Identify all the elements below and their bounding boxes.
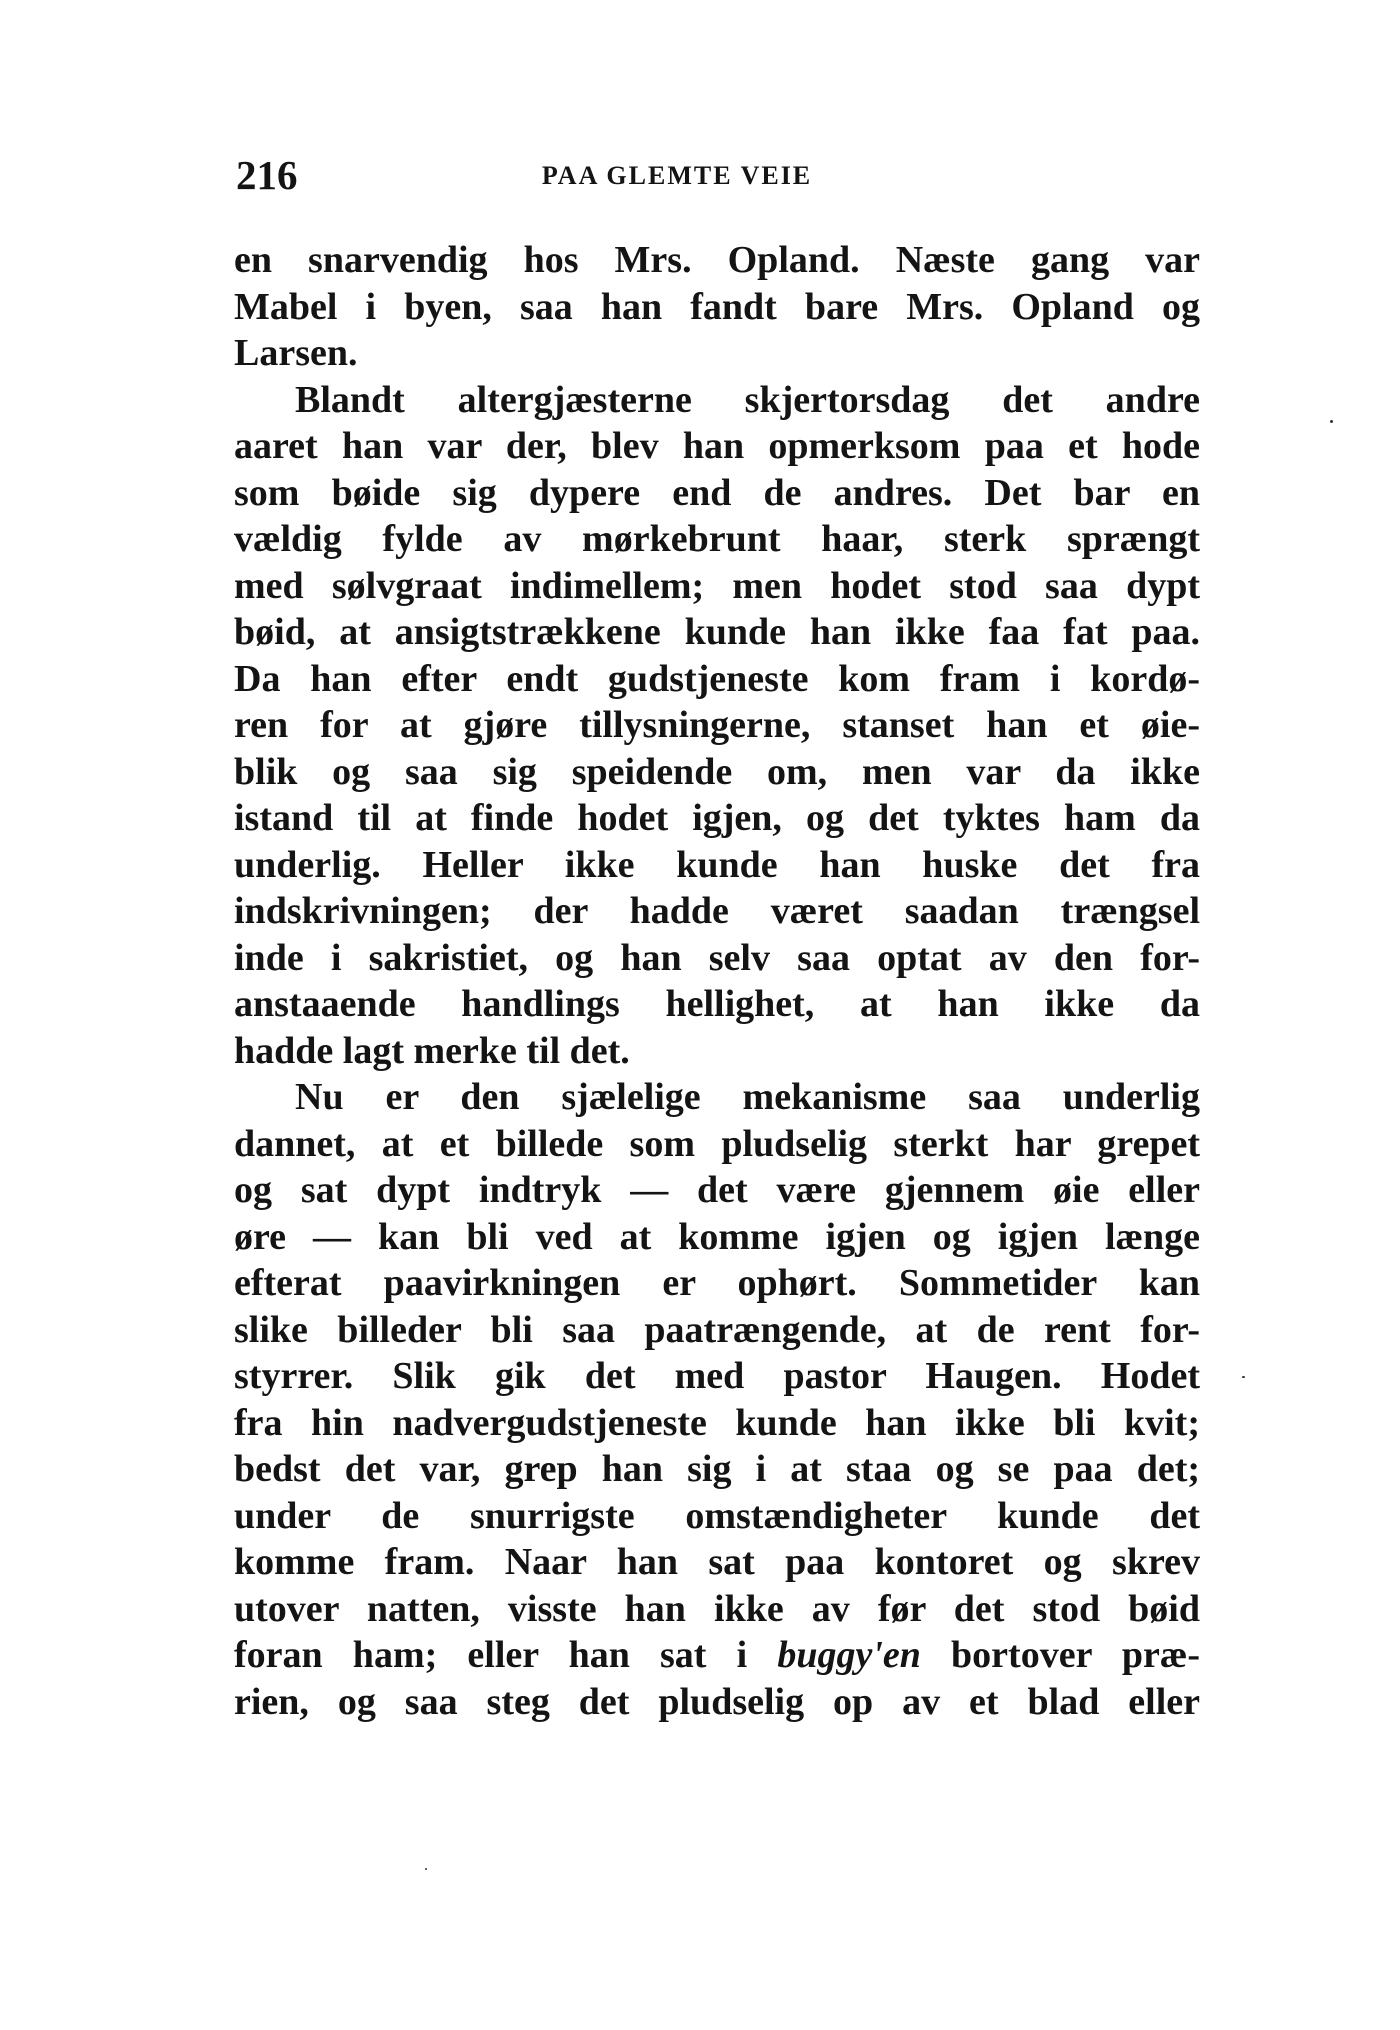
scan-speck (425, 1868, 427, 1870)
text-line: indskrivningen; der hadde været saadan trængsel (234, 890, 1200, 932)
text-line: ren for at gjøre tillysningerne, stanset han et øie- (234, 704, 1200, 746)
page-header (236, 150, 1194, 200)
text-line: en snarvendig hos Mrs. Opland. Næste gang var (234, 239, 1200, 281)
text-line: utover natten, visste han ikke av før det stod bøid (234, 1587, 1200, 1630)
text-line: slike billeder bli saa paatrængende, at de rent for- (234, 1308, 1200, 1351)
text-line: Da han efter endt gudstjeneste kom fram i kordø- (234, 657, 1200, 700)
text-segment: foran ham; eller han sat i (234, 1634, 748, 1676)
text-line: komme fram. Naar han sat paa kontoret og skrev (234, 1541, 1200, 1583)
text-line: inde i sakristiet, og han selv saa optat av den for- (234, 936, 1200, 979)
text-line: med sølvgraat indimellem; men hodet stod saa dypt (234, 564, 1200, 607)
page-number: 216 (236, 152, 298, 198)
text-line: Larsen. (234, 332, 358, 374)
italic-word: buggy'en (777, 1634, 921, 1676)
text-line: fra hin nadvergudstjeneste kunde han ikke bli kvit; (234, 1401, 1200, 1444)
text-line (234, 1632, 1200, 1679)
scan-speck (1242, 1376, 1245, 1378)
text-line: bøid, at ansigtstrækkene kunde han ikke faa fat paa. (234, 611, 1200, 653)
text-line: Nu er den sjælelige mekanisme saa underlig (295, 1076, 1200, 1118)
text-line: styrrer. Slik gik det med pastor Haugen. Hodet (234, 1355, 1200, 1397)
text-line: bedst det var, grep han sig i at staa og se paa det; (234, 1448, 1200, 1490)
text-line: under de snurrigste omstændigheter kunde det (234, 1494, 1200, 1537)
text-line: rien, og saa steg det pludselig op av et blad eller (234, 1680, 1200, 1723)
text-line: Blandt altergjæsterne skjertorsdag det andre (295, 378, 1200, 421)
text-line: anstaaende handlings hellighet, at han ikke da (234, 983, 1200, 1025)
text-line: og sat dypt indtryk — det være gjennem øie eller (234, 1169, 1200, 1211)
text-line: dannet, at et billede som pludselig sterkt har grepet (234, 1122, 1200, 1165)
text-line: som bøide sig dypere end de andres. Det bar en (234, 471, 1200, 514)
text-line: hadde lagt merke til det. (234, 1029, 630, 1072)
text-segment: bortover præ- (951, 1634, 1200, 1676)
text-line: vældig fylde av mørkebrunt haar, sterk sprængt (234, 518, 1200, 560)
text-body (234, 237, 1200, 1725)
text-line: istand til at finde hodet igjen, og det tyktes ham da (234, 797, 1200, 839)
text-line: Mabel i byen, saa han fandt bare Mrs. Opland og (234, 285, 1200, 328)
text-line: aaret han var der, blev han opmerksom paa et hode (234, 425, 1200, 467)
text-line: øre — kan bli ved at komme igjen og igjen længe (234, 1215, 1200, 1258)
text-line: efterat paavirkningen er ophørt. Sommetider kan (234, 1262, 1200, 1304)
running-title: PAA GLEMTE VEIE (541, 161, 813, 190)
text-line: blik og saa sig speidende om, men var da ikke (234, 750, 1200, 793)
scan-speck (1330, 420, 1333, 423)
text-line: underlig. Heller ikke kunde han huske det fra (234, 843, 1200, 886)
